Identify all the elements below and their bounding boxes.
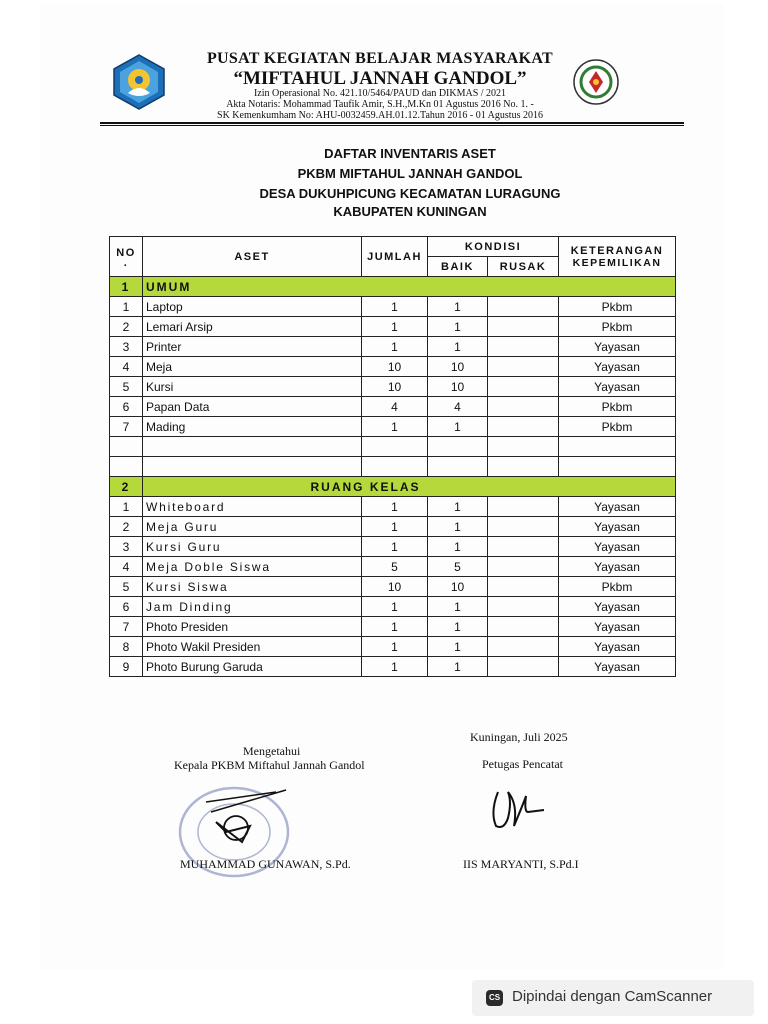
cell-aset: Mading <box>143 417 362 437</box>
cell-rusak <box>488 637 559 657</box>
cell-jumlah: 1 <box>362 317 428 337</box>
table-row <box>110 657 676 677</box>
table-row <box>110 617 676 637</box>
table-row <box>110 357 676 377</box>
cell-jumlah: 10 <box>362 357 428 377</box>
empty-cell <box>362 437 428 457</box>
cell-keterangan: Yayasan <box>559 377 676 397</box>
cell-jumlah: 1 <box>362 637 428 657</box>
cell-keterangan: Yayasan <box>559 617 676 637</box>
camscanner-icon: CS <box>486 990 503 1006</box>
table-row <box>110 317 676 337</box>
cell-aset: Photo Burung Garuda <box>143 657 362 677</box>
section-label: RUANG KELAS <box>143 477 676 497</box>
empty-cell <box>110 437 143 457</box>
header-name: “MIFTAHUL JANNAH GANDOL” <box>233 68 527 89</box>
empty-cell <box>559 437 676 457</box>
section-no: 2 <box>110 477 143 497</box>
signature-icon <box>484 782 548 836</box>
cell-keterangan: Pkbm <box>559 577 676 597</box>
cell-rusak <box>488 297 559 317</box>
cell-keterangan: Yayasan <box>559 657 676 677</box>
cell-no: 7 <box>110 617 143 637</box>
camscanner-watermark <box>472 980 754 1016</box>
cell-no: 2 <box>110 317 143 337</box>
header-keterangan: KETERANGAN KEPEMILIKAN <box>559 237 676 277</box>
header-no: NO . <box>110 237 143 277</box>
cell-jumlah: 10 <box>362 577 428 597</box>
cell-jumlah: 1 <box>362 597 428 617</box>
cell-aset: Printer <box>143 337 362 357</box>
cell-baik: 1 <box>428 537 488 557</box>
header-rusak: RUSAK <box>488 257 559 277</box>
cell-rusak <box>488 537 559 557</box>
table-row <box>110 577 676 597</box>
table-row <box>110 497 676 517</box>
table-row <box>110 397 676 417</box>
cell-rusak <box>488 397 559 417</box>
cell-baik: 1 <box>428 497 488 517</box>
cell-rusak <box>488 557 559 577</box>
header-baik: BAIK <box>428 257 488 277</box>
empty-row <box>110 457 676 477</box>
cell-baik: 4 <box>428 397 488 417</box>
header-institution: PUSAT KEGIATAN BELAJAR MASYARAKAT <box>206 50 554 67</box>
cell-jumlah: 1 <box>362 417 428 437</box>
table-row <box>110 517 676 537</box>
cell-rusak <box>488 497 559 517</box>
cell-aset: Meja <box>143 357 362 377</box>
cell-no: 6 <box>110 597 143 617</box>
cell-keterangan: Yayasan <box>559 497 676 517</box>
cell-aset: Meja Doble Siswa <box>143 557 362 577</box>
cell-rusak <box>488 617 559 637</box>
cell-baik: 1 <box>428 617 488 637</box>
cell-no: 4 <box>110 557 143 577</box>
cell-baik: 1 <box>428 517 488 537</box>
cell-no: 9 <box>110 657 143 677</box>
cell-aset: Jam Dinding <box>143 597 362 617</box>
doc-subtitle-pkbm: PKBM MIFTAHUL JANNAH GANDOL <box>297 166 523 181</box>
cell-keterangan: Pkbm <box>559 317 676 337</box>
cell-keterangan: Yayasan <box>559 337 676 357</box>
cell-no: 6 <box>110 397 143 417</box>
name-right: IIS MARYANTI, S.Pd.I <box>463 857 579 871</box>
cell-keterangan: Pkbm <box>559 397 676 417</box>
cell-rusak <box>488 317 559 337</box>
cell-jumlah: 1 <box>362 517 428 537</box>
cell-aset: Whiteboard <box>143 497 362 517</box>
tut-wuri-handayani-logo-icon <box>110 53 168 111</box>
cell-no: 7 <box>110 417 143 437</box>
empty-cell <box>559 457 676 477</box>
cell-aset: Photo Presiden <box>143 617 362 637</box>
doc-title: DAFTAR INVENTARIS ASET <box>324 146 496 161</box>
cell-rusak <box>488 517 559 537</box>
empty-cell <box>143 457 362 477</box>
cell-aset: Meja Guru <box>143 517 362 537</box>
camscanner-text: Dipindai dengan CamScanner <box>512 988 713 1005</box>
cell-keterangan: Pkbm <box>559 297 676 317</box>
table-row <box>110 597 676 617</box>
cell-no: 4 <box>110 357 143 377</box>
cell-keterangan: Yayasan <box>559 597 676 617</box>
cell-baik: 10 <box>428 377 488 397</box>
cell-keterangan: Yayasan <box>559 537 676 557</box>
cell-rusak <box>488 357 559 377</box>
empty-cell <box>428 437 488 457</box>
cell-jumlah: 5 <box>362 557 428 577</box>
doc-subtitle-kabupaten: KABUPATEN KUNINGAN <box>333 204 487 219</box>
table-row <box>110 537 676 557</box>
table-row <box>110 417 676 437</box>
cell-no: 3 <box>110 337 143 357</box>
header-jumlah: JUMLAH <box>362 237 428 277</box>
cell-aset: Kursi <box>143 377 362 397</box>
cell-rusak <box>488 417 559 437</box>
mengetahui-label: Mengetahui <box>243 744 301 758</box>
cell-keterangan: Yayasan <box>559 557 676 577</box>
cell-aset: Kursi Guru <box>143 537 362 557</box>
cell-jumlah: 10 <box>362 377 428 397</box>
cell-jumlah: 1 <box>362 497 428 517</box>
cell-baik: 1 <box>428 297 488 317</box>
table-row <box>110 337 676 357</box>
header-akta: Akta Notaris: Mohammad Taufik Amir, S.H.,M.Kn 01 Agustus 2016 No. 1. - <box>226 99 534 110</box>
header-izin: Izin Operasional No. 421.10/5464/PAUD dan DIKMAS / 2021 <box>253 88 507 99</box>
section-row-umum: 1 UMUM <box>110 277 676 297</box>
cell-baik: 1 <box>428 417 488 437</box>
name-left: MUHAMMAD GUNAWAN, S.Pd. <box>180 857 351 871</box>
cell-no: 5 <box>110 577 143 597</box>
cell-baik: 10 <box>428 577 488 597</box>
header-sk: SK Kemenkumham No: AHU-0032459.AH.01.12.Tahun 2016 - 01 Agustus 2016 <box>217 110 543 121</box>
cell-no: 5 <box>110 377 143 397</box>
table-row <box>110 557 676 577</box>
empty-row <box>110 437 676 457</box>
cell-aset: Photo Wakil Presiden <box>143 637 362 657</box>
empty-cell <box>488 457 559 477</box>
cell-no: 3 <box>110 537 143 557</box>
cell-jumlah: 4 <box>362 397 428 417</box>
cell-aset: Papan Data <box>143 397 362 417</box>
table-row <box>110 637 676 657</box>
cell-jumlah: 1 <box>362 657 428 677</box>
header-rule-thin <box>100 125 684 126</box>
cell-aset: Lemari Arsip <box>143 317 362 337</box>
cell-rusak <box>488 577 559 597</box>
cell-rusak <box>488 337 559 357</box>
cell-aset: Kursi Siswa <box>143 577 362 597</box>
cell-baik: 1 <box>428 317 488 337</box>
table-row <box>110 297 676 317</box>
cell-rusak <box>488 597 559 617</box>
cell-baik: 1 <box>428 597 488 617</box>
empty-cell <box>110 457 143 477</box>
cell-baik: 5 <box>428 557 488 577</box>
section-label: UMUM <box>143 277 676 297</box>
cell-jumlah: 1 <box>362 337 428 357</box>
kepala-label: Kepala PKBM Miftahul Jannah Gandol <box>174 758 365 772</box>
cell-jumlah: 1 <box>362 617 428 637</box>
doc-subtitle-desa: DESA DUKUHPICUNG KECAMATAN LURAGUNG <box>259 186 561 201</box>
cell-aset: Laptop <box>143 297 362 317</box>
cell-jumlah: 1 <box>362 297 428 317</box>
header-rule <box>100 122 684 124</box>
place-date: Kuningan, Juli 2025 <box>470 730 568 744</box>
cell-baik: 1 <box>428 657 488 677</box>
cell-keterangan: Yayasan <box>559 357 676 377</box>
cell-jumlah: 1 <box>362 537 428 557</box>
empty-cell <box>143 437 362 457</box>
cell-keterangan: Yayasan <box>559 637 676 657</box>
cell-baik: 10 <box>428 357 488 377</box>
cell-no: 1 <box>110 297 143 317</box>
cell-rusak <box>488 657 559 677</box>
cell-no: 1 <box>110 497 143 517</box>
table-row <box>110 377 676 397</box>
cell-no: 2 <box>110 517 143 537</box>
cell-baik: 1 <box>428 637 488 657</box>
header-aset: ASET <box>143 237 362 277</box>
cell-keterangan: Pkbm <box>559 417 676 437</box>
cell-no: 8 <box>110 637 143 657</box>
inventory-table <box>109 236 676 677</box>
section-row-ruang-kelas <box>110 477 676 497</box>
empty-cell <box>362 457 428 477</box>
empty-cell <box>428 457 488 477</box>
cell-baik: 1 <box>428 337 488 357</box>
petugas-label: Petugas Pencatat <box>482 757 563 771</box>
cell-keterangan: Yayasan <box>559 517 676 537</box>
cell-rusak <box>488 377 559 397</box>
empty-cell <box>488 437 559 457</box>
header-kondisi: KONDISI <box>428 237 559 257</box>
